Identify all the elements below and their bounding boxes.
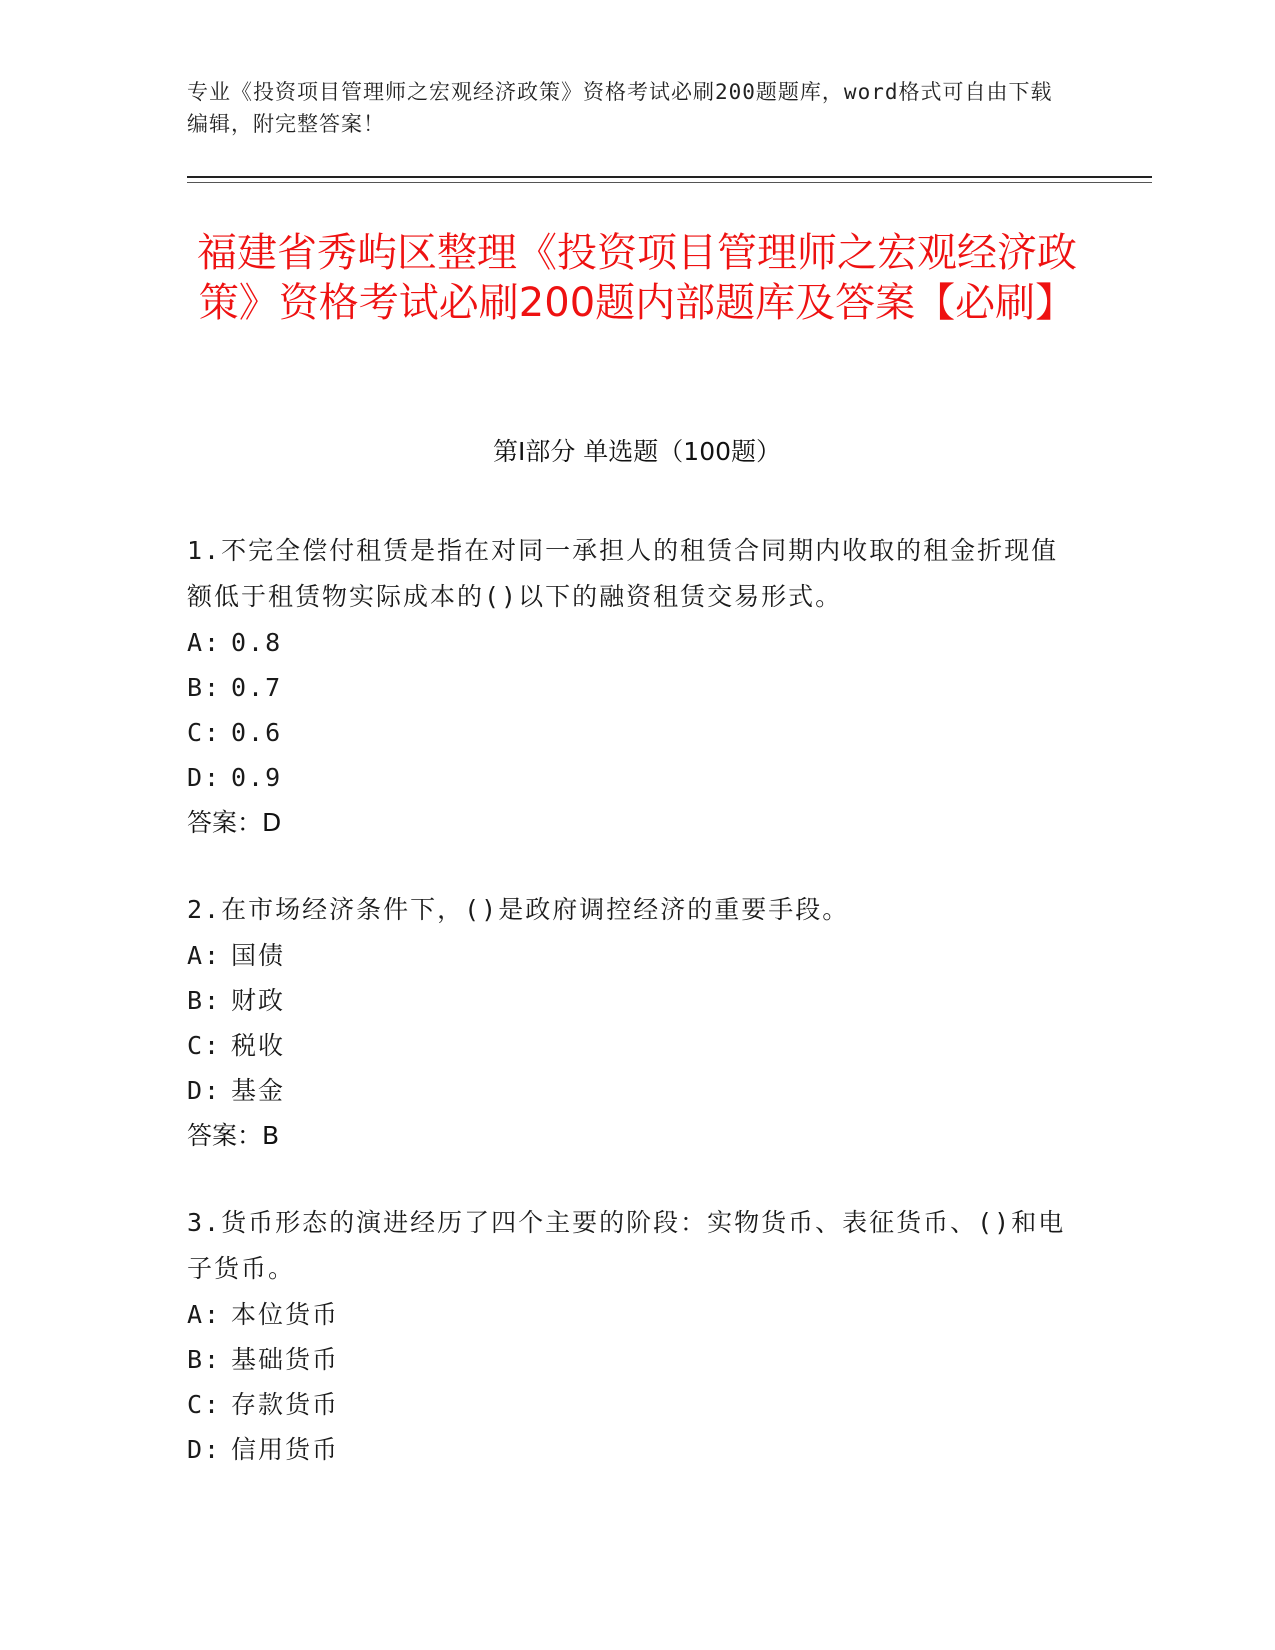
option-text: 本位货币 — [231, 1300, 340, 1329]
option-key: D: — [187, 763, 222, 792]
option-b — [187, 1337, 1067, 1382]
question-stem: 3.货币形态的演进经历了四个主要的阶段：实物货币、表征货币、()和电子货币。 — [187, 1208, 1066, 1283]
option-b — [187, 978, 1067, 1023]
section-heading: 第I部分 单选题（100题） — [492, 437, 782, 466]
option-d — [187, 1068, 1067, 1113]
option-c — [187, 1023, 1067, 1068]
question-list — [187, 528, 1067, 1514]
option-text: 基础货币 — [231, 1345, 340, 1374]
answer-line: 答案：D — [187, 808, 282, 837]
option-text: 国债 — [231, 941, 286, 970]
option-key: B: — [187, 986, 222, 1015]
header-rule-thin — [187, 182, 1152, 183]
question-stem: 2.在市场经济条件下，()是政府调控经济的重要手段。 — [187, 895, 850, 924]
option-b — [187, 665, 1067, 710]
option-key: A: — [187, 941, 222, 970]
option-text: 信用货币 — [231, 1435, 340, 1464]
header-note: 专业《投资项目管理师之宏观经济政策》资格考试必刷200题题库，word格式可自由下载编辑，附完整答案！ — [187, 80, 1053, 136]
option-text: 0.9 — [231, 763, 283, 792]
option-text: 存款货币 — [231, 1390, 340, 1419]
option-a — [187, 620, 1067, 665]
option-key: A: — [187, 628, 222, 657]
option-text: 财政 — [231, 986, 286, 1015]
option-text: 税收 — [231, 1031, 286, 1060]
option-d — [187, 1427, 1067, 1472]
option-key: B: — [187, 1345, 222, 1374]
question-stem: 1.不完全偿付租赁是指在对同一承担人的租赁合同期内收取的租金折现值额低于租赁物实际成本的()以下的融资租赁交易形式。 — [187, 536, 1059, 611]
option-key: C: — [187, 1031, 222, 1060]
option-text: 0.8 — [231, 628, 283, 657]
option-key: D: — [187, 1076, 222, 1105]
question-2 — [187, 887, 1067, 1158]
document-title: 福建省秀屿区整理《投资项目管理师之宏观经济政策》资格考试必刷200题内部题库及答案【必刷】 — [197, 230, 1077, 326]
option-key: D: — [187, 1435, 222, 1464]
option-key: C: — [187, 1390, 222, 1419]
option-key: C: — [187, 718, 222, 747]
option-a — [187, 1292, 1067, 1337]
option-text: 0.7 — [231, 673, 283, 702]
option-c — [187, 1382, 1067, 1427]
option-key: B: — [187, 673, 222, 702]
option-c — [187, 710, 1067, 755]
option-key: A: — [187, 1300, 222, 1329]
question-1 — [187, 528, 1067, 845]
answer-line: 答案：B — [187, 1121, 280, 1150]
question-3 — [187, 1200, 1067, 1472]
option-d — [187, 755, 1067, 800]
header-rule-thick — [187, 176, 1152, 178]
option-text: 基金 — [231, 1076, 286, 1105]
option-a — [187, 933, 1067, 978]
option-text: 0.6 — [231, 718, 283, 747]
